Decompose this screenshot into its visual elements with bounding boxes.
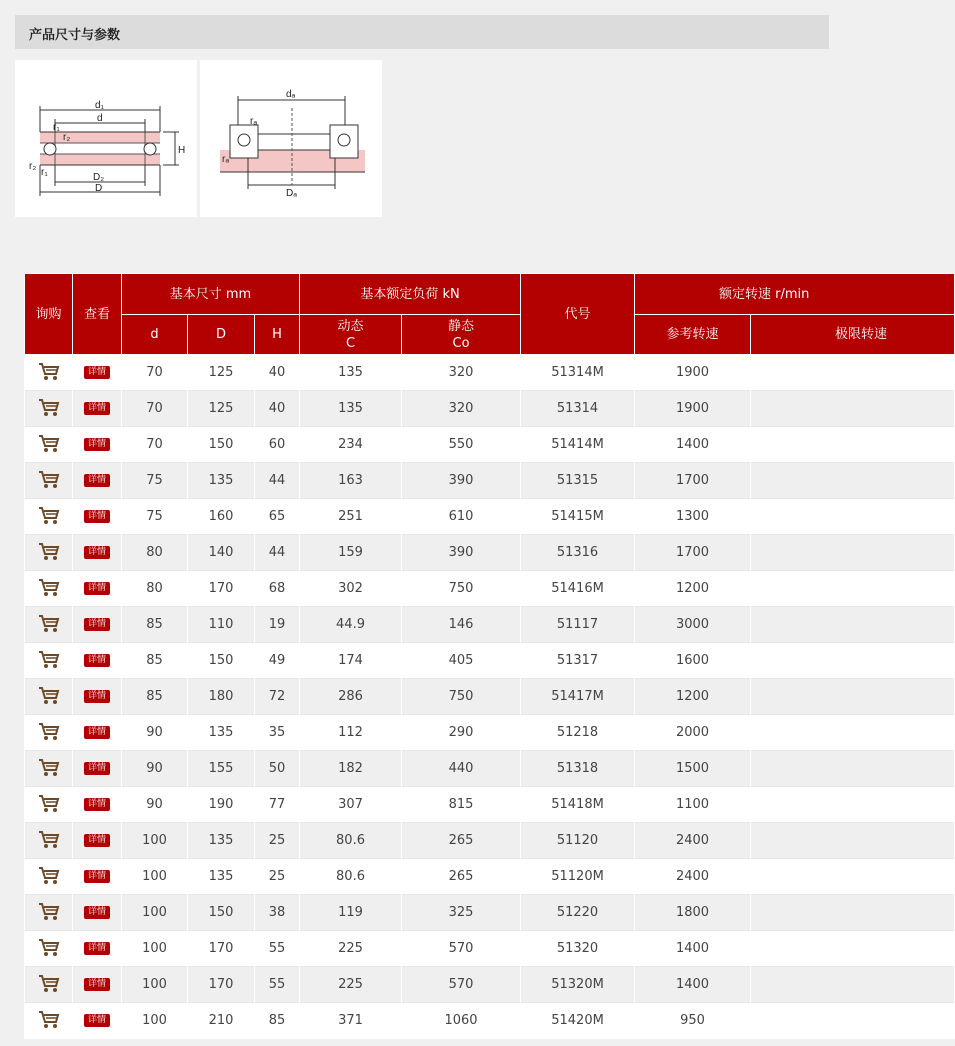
detail-cell	[73, 751, 122, 787]
cell-D: 160	[188, 499, 255, 535]
cell-H: 35	[255, 715, 300, 751]
header-code: 代号	[521, 274, 635, 355]
detail-button[interactable]: 详情	[84, 474, 110, 487]
label-ra: rₐ	[222, 154, 230, 165]
inquiry-cell	[25, 823, 73, 859]
table-row	[25, 463, 955, 499]
cell-limit-speed	[751, 859, 955, 895]
table-row	[25, 895, 955, 931]
cell-static-load: 320	[402, 391, 521, 427]
table-row	[25, 859, 955, 895]
cell-static-load: 146	[402, 607, 521, 643]
table-row	[25, 427, 955, 463]
cell-H: 55	[255, 931, 300, 967]
cell-limit-speed	[751, 535, 955, 571]
detail-button[interactable]: 详情	[84, 366, 110, 379]
cell-reference-speed: 1200	[635, 571, 751, 607]
cell-static-load: 390	[402, 463, 521, 499]
inquiry-cell	[25, 427, 73, 463]
cell-code: 51320M	[521, 967, 635, 1003]
table-row	[25, 931, 955, 967]
cell-limit-speed	[751, 679, 955, 715]
cell-H: 44	[255, 535, 300, 571]
header-reference-speed: 参考转速	[635, 315, 751, 355]
bearing-dimension-diagram	[15, 60, 197, 217]
cell-static-load: 570	[402, 967, 521, 1003]
cell-reference-speed: 2400	[635, 859, 751, 895]
cell-reference-speed: 1400	[635, 931, 751, 967]
cell-dynamic-load: 163	[300, 463, 402, 499]
detail-button[interactable]: 详情	[84, 546, 110, 559]
cell-d: 100	[122, 859, 188, 895]
inquiry-cell	[25, 571, 73, 607]
cell-H: 77	[255, 787, 300, 823]
cell-d: 80	[122, 535, 188, 571]
detail-button[interactable]: 详情	[84, 870, 110, 883]
section-title: 产品尺寸与参数	[29, 28, 121, 43]
cell-code: 51320	[521, 931, 635, 967]
cell-d: 85	[122, 607, 188, 643]
cell-static-load: 265	[402, 859, 521, 895]
cell-H: 19	[255, 607, 300, 643]
cell-static-load: 550	[402, 427, 521, 463]
cell-dynamic-load: 80.6	[300, 859, 402, 895]
detail-button[interactable]: 详情	[84, 942, 110, 955]
detail-button[interactable]: 详情	[84, 1014, 110, 1027]
cell-static-load: 570	[402, 931, 521, 967]
cell-code: 51415M	[521, 499, 635, 535]
detail-cell	[73, 535, 122, 571]
cell-static-load: 320	[402, 355, 521, 391]
cell-limit-speed	[751, 715, 955, 751]
shopping-cart-icon[interactable]	[38, 433, 60, 457]
cell-dynamic-load: 182	[300, 751, 402, 787]
cell-reference-speed: 1700	[635, 535, 751, 571]
table-row	[25, 715, 955, 751]
cell-D: 125	[188, 391, 255, 427]
header-basic-dimensions: 基本尺寸 mm	[122, 274, 300, 315]
cell-H: 25	[255, 859, 300, 895]
cell-code: 51314	[521, 391, 635, 427]
cell-dynamic-load: 371	[300, 1003, 402, 1039]
cell-d: 90	[122, 787, 188, 823]
cell-H: 40	[255, 391, 300, 427]
cell-dynamic-load: 44.9	[300, 607, 402, 643]
inquiry-cell	[25, 967, 73, 1003]
detail-button[interactable]: 详情	[84, 834, 110, 847]
cell-limit-speed	[751, 823, 955, 859]
cell-code: 51417M	[521, 679, 635, 715]
label-d: d	[97, 113, 103, 124]
label-da: dₐ	[286, 89, 296, 100]
detail-cell	[73, 715, 122, 751]
detail-cell	[73, 463, 122, 499]
inquiry-cell	[25, 1003, 73, 1039]
cell-static-load: 265	[402, 823, 521, 859]
shopping-cart-icon[interactable]	[38, 685, 60, 709]
cell-reference-speed: 1900	[635, 355, 751, 391]
cell-static-load: 290	[402, 715, 521, 751]
detail-button[interactable]: 详情	[84, 690, 110, 703]
shopping-cart-icon[interactable]	[38, 901, 60, 925]
cell-code: 51414M	[521, 427, 635, 463]
cell-reference-speed: 1400	[635, 427, 751, 463]
cell-D: 150	[188, 427, 255, 463]
cell-reference-speed: 3000	[635, 607, 751, 643]
cell-d: 80	[122, 571, 188, 607]
shopping-cart-icon[interactable]	[38, 613, 60, 637]
label-r2: r₂	[29, 161, 37, 172]
label-r1: r₁	[41, 167, 48, 178]
cell-d: 85	[122, 679, 188, 715]
detail-cell	[73, 427, 122, 463]
cell-limit-speed	[751, 355, 955, 391]
header-D: D	[188, 315, 255, 355]
cell-reference-speed: 2400	[635, 823, 751, 859]
table-row	[25, 499, 955, 535]
cell-limit-speed	[751, 787, 955, 823]
cell-D: 135	[188, 859, 255, 895]
detail-cell	[73, 895, 122, 931]
detail-cell	[73, 391, 122, 427]
cell-code: 51420M	[521, 1003, 635, 1039]
inquiry-cell	[25, 859, 73, 895]
table-row	[25, 823, 955, 859]
header-static: 静态 Co	[402, 315, 521, 355]
detail-cell	[73, 823, 122, 859]
detail-button[interactable]: 详情	[84, 510, 110, 523]
label-Da: Dₐ	[286, 188, 297, 199]
cell-d: 100	[122, 823, 188, 859]
cell-static-load: 610	[402, 499, 521, 535]
cell-D: 170	[188, 931, 255, 967]
cell-D: 140	[188, 535, 255, 571]
inquiry-cell	[25, 463, 73, 499]
cell-limit-speed	[751, 391, 955, 427]
table-row	[25, 751, 955, 787]
cell-limit-speed	[751, 1003, 955, 1039]
cell-dynamic-load: 174	[300, 643, 402, 679]
cell-D: 190	[188, 787, 255, 823]
cell-dynamic-load: 80.6	[300, 823, 402, 859]
cell-reference-speed: 1100	[635, 787, 751, 823]
table-row	[25, 571, 955, 607]
cell-D: 155	[188, 751, 255, 787]
table-row	[25, 643, 955, 679]
cell-code: 51318	[521, 751, 635, 787]
cell-reference-speed: 1700	[635, 463, 751, 499]
cell-reference-speed: 1300	[635, 499, 751, 535]
cell-reference-speed: 1500	[635, 751, 751, 787]
cell-D: 170	[188, 967, 255, 1003]
cell-code: 51117	[521, 607, 635, 643]
shopping-cart-icon[interactable]	[38, 469, 60, 493]
shopping-cart-icon[interactable]	[38, 361, 60, 385]
cell-dynamic-load: 112	[300, 715, 402, 751]
shopping-cart-icon[interactable]	[38, 577, 60, 601]
mounting-dimension-diagram	[200, 60, 382, 217]
cell-dynamic-load: 251	[300, 499, 402, 535]
inquiry-cell	[25, 931, 73, 967]
cell-dynamic-load: 225	[300, 967, 402, 1003]
cell-reference-speed: 1600	[635, 643, 751, 679]
cell-limit-speed	[751, 463, 955, 499]
shopping-cart-icon[interactable]	[38, 829, 60, 853]
header-ask: 询购	[25, 274, 73, 355]
shopping-cart-icon[interactable]	[38, 505, 60, 529]
detail-cell	[73, 1003, 122, 1039]
cell-H: 72	[255, 679, 300, 715]
detail-cell	[73, 571, 122, 607]
cell-D: 135	[188, 463, 255, 499]
cell-dynamic-load: 302	[300, 571, 402, 607]
inquiry-cell	[25, 607, 73, 643]
header-view: 查看	[73, 274, 122, 355]
cell-H: 65	[255, 499, 300, 535]
cell-d: 70	[122, 355, 188, 391]
cell-d: 100	[122, 895, 188, 931]
detail-button[interactable]: 详情	[84, 798, 110, 811]
cell-limit-speed	[751, 499, 955, 535]
detail-button[interactable]: 详情	[84, 402, 110, 415]
cell-reference-speed: 1800	[635, 895, 751, 931]
inquiry-cell	[25, 715, 73, 751]
shopping-cart-icon[interactable]	[38, 649, 60, 673]
shopping-cart-icon[interactable]	[38, 1009, 60, 1033]
cell-D: 135	[188, 823, 255, 859]
cell-code: 51218	[521, 715, 635, 751]
cell-code: 51120M	[521, 859, 635, 895]
cell-dynamic-load: 135	[300, 391, 402, 427]
header-load-rating: 基本额定负荷 kN	[300, 274, 521, 315]
shopping-cart-icon[interactable]	[38, 721, 60, 745]
detail-cell	[73, 607, 122, 643]
inquiry-cell	[25, 643, 73, 679]
detail-cell	[73, 931, 122, 967]
cell-H: 40	[255, 355, 300, 391]
cell-dynamic-load: 234	[300, 427, 402, 463]
detail-button[interactable]: 详情	[84, 618, 110, 631]
cell-static-load: 815	[402, 787, 521, 823]
detail-button[interactable]: 详情	[84, 438, 110, 451]
inquiry-cell	[25, 355, 73, 391]
inquiry-cell	[25, 535, 73, 571]
detail-button[interactable]: 详情	[84, 654, 110, 667]
cell-static-load: 1060	[402, 1003, 521, 1039]
inquiry-cell	[25, 679, 73, 715]
cell-static-load: 325	[402, 895, 521, 931]
detail-button[interactable]: 详情	[84, 978, 110, 991]
cell-D: 210	[188, 1003, 255, 1039]
detail-cell	[73, 355, 122, 391]
header-H: H	[255, 315, 300, 355]
label-H: H	[178, 145, 186, 156]
header-d: d	[122, 315, 188, 355]
cell-d: 75	[122, 499, 188, 535]
detail-cell	[73, 679, 122, 715]
cell-H: 60	[255, 427, 300, 463]
shopping-cart-icon[interactable]	[38, 541, 60, 565]
cell-d: 90	[122, 715, 188, 751]
label-D2: D₂	[93, 172, 105, 183]
cell-H: 38	[255, 895, 300, 931]
cell-H: 44	[255, 463, 300, 499]
table-row	[25, 679, 955, 715]
shopping-cart-icon[interactable]	[38, 937, 60, 961]
cell-D: 170	[188, 571, 255, 607]
cell-code: 51418M	[521, 787, 635, 823]
cell-d: 100	[122, 1003, 188, 1039]
table-row	[25, 967, 955, 1003]
cell-D: 110	[188, 607, 255, 643]
shopping-cart-icon[interactable]	[38, 397, 60, 421]
cell-code: 51120	[521, 823, 635, 859]
cell-d: 90	[122, 751, 188, 787]
cell-D: 150	[188, 895, 255, 931]
cell-d: 70	[122, 391, 188, 427]
cell-H: 68	[255, 571, 300, 607]
cell-limit-speed	[751, 931, 955, 967]
label-d1: d₁	[95, 100, 104, 111]
inquiry-cell	[25, 895, 73, 931]
detail-button[interactable]: 详情	[84, 906, 110, 919]
cell-limit-speed	[751, 967, 955, 1003]
label-r1-top: r₁	[53, 122, 60, 133]
cell-code: 51220	[521, 895, 635, 931]
table-row	[25, 607, 955, 643]
cell-H: 25	[255, 823, 300, 859]
cell-limit-speed	[751, 607, 955, 643]
cell-D: 135	[188, 715, 255, 751]
detail-button[interactable]: 详情	[84, 726, 110, 739]
inquiry-cell	[25, 499, 73, 535]
cell-code: 51317	[521, 643, 635, 679]
cell-dynamic-load: 286	[300, 679, 402, 715]
cell-H: 49	[255, 643, 300, 679]
cell-H: 85	[255, 1003, 300, 1039]
cell-static-load: 405	[402, 643, 521, 679]
cell-d: 85	[122, 643, 188, 679]
cell-d: 100	[122, 931, 188, 967]
cell-reference-speed: 950	[635, 1003, 751, 1039]
header-limit-speed: 极限转速	[751, 315, 955, 355]
label-ra-top: rₐ	[250, 116, 258, 127]
cell-code: 51315	[521, 463, 635, 499]
detail-button[interactable]: 详情	[84, 762, 110, 775]
cell-limit-speed	[751, 643, 955, 679]
shopping-cart-icon[interactable]	[38, 973, 60, 997]
table-row	[25, 787, 955, 823]
detail-cell	[73, 967, 122, 1003]
cell-d: 100	[122, 967, 188, 1003]
cell-reference-speed: 1400	[635, 967, 751, 1003]
cell-dynamic-load: 307	[300, 787, 402, 823]
detail-button[interactable]: 详情	[84, 582, 110, 595]
cell-code: 51316	[521, 535, 635, 571]
inquiry-cell	[25, 751, 73, 787]
cell-reference-speed: 1200	[635, 679, 751, 715]
table-row	[25, 1003, 955, 1039]
cell-d: 75	[122, 463, 188, 499]
table-row	[25, 355, 955, 391]
cell-d: 70	[122, 427, 188, 463]
cell-D: 150	[188, 643, 255, 679]
detail-cell	[73, 787, 122, 823]
cell-dynamic-load: 159	[300, 535, 402, 571]
detail-cell	[73, 643, 122, 679]
cell-dynamic-load: 225	[300, 931, 402, 967]
cell-code: 51314M	[521, 355, 635, 391]
inquiry-cell	[25, 391, 73, 427]
detail-cell	[73, 499, 122, 535]
label-D: D	[95, 183, 103, 194]
cell-limit-speed	[751, 571, 955, 607]
inquiry-cell	[25, 787, 73, 823]
cell-H: 55	[255, 967, 300, 1003]
cell-static-load: 390	[402, 535, 521, 571]
cell-code: 51416M	[521, 571, 635, 607]
bearing-parameter-table	[24, 273, 888, 1046]
cell-limit-speed	[751, 751, 955, 787]
cell-D: 180	[188, 679, 255, 715]
cell-dynamic-load: 119	[300, 895, 402, 931]
shopping-cart-icon[interactable]	[38, 865, 60, 889]
cell-reference-speed: 2000	[635, 715, 751, 751]
cell-static-load: 750	[402, 571, 521, 607]
header-dynamic: 动态 C	[300, 315, 402, 355]
shopping-cart-icon[interactable]	[38, 757, 60, 781]
label-r2-inner: r₂	[63, 132, 71, 143]
cell-reference-speed: 1900	[635, 391, 751, 427]
detail-cell	[73, 859, 122, 895]
section-header	[15, 15, 829, 49]
cell-static-load: 440	[402, 751, 521, 787]
header-rated-speed: 额定转速 r/min	[635, 274, 955, 315]
cell-static-load: 750	[402, 679, 521, 715]
cell-limit-speed	[751, 427, 955, 463]
cell-limit-speed	[751, 895, 955, 931]
table-row	[25, 391, 955, 427]
table-row	[25, 535, 955, 571]
shopping-cart-icon[interactable]	[38, 793, 60, 817]
cell-H: 50	[255, 751, 300, 787]
cell-dynamic-load: 135	[300, 355, 402, 391]
cell-D: 125	[188, 355, 255, 391]
